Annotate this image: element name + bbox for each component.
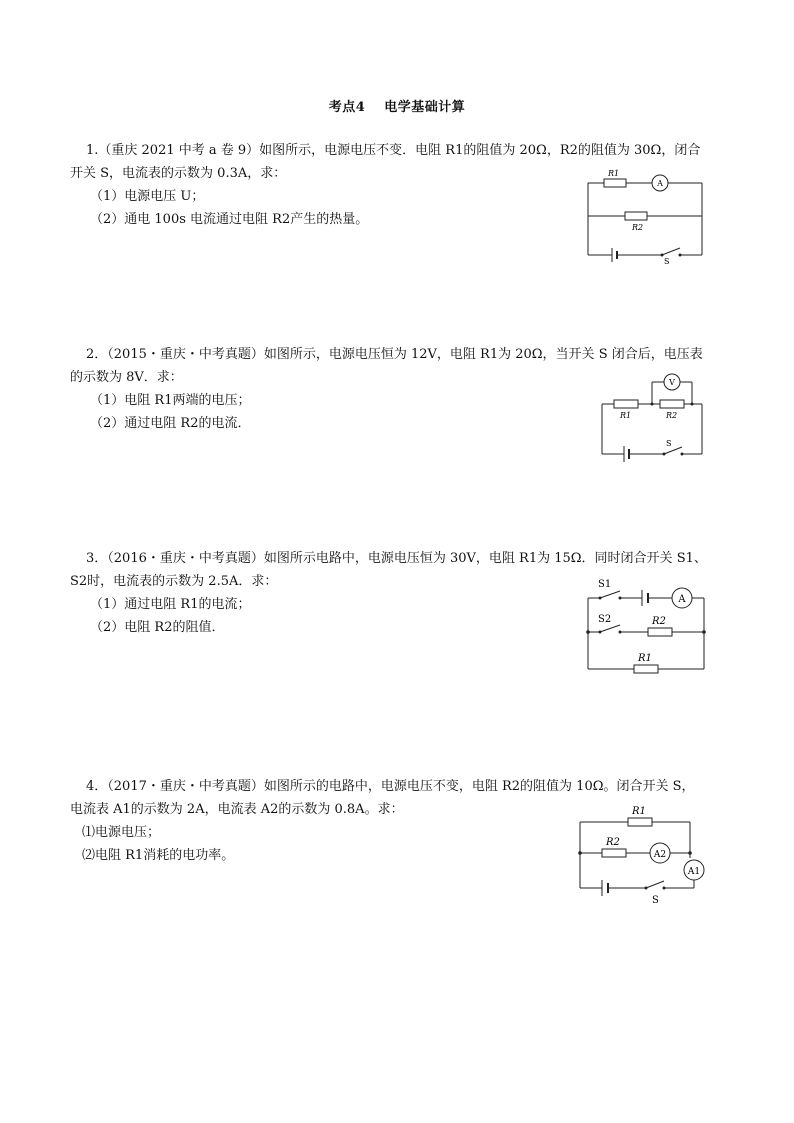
label-r2: R2 <box>652 616 666 627</box>
circuit-diagram-3 <box>582 572 710 676</box>
label-r1: R1 <box>608 169 620 178</box>
label-switch: S <box>664 257 670 264</box>
problem-2-question-2: （2）通过电阻 R2的电流． <box>90 416 251 431</box>
switch-s <box>664 447 682 454</box>
resistor-r2 <box>625 212 647 220</box>
title-topic: 考点4 <box>328 100 366 115</box>
resistor-r1 <box>604 179 626 187</box>
label-a2: A2 <box>653 850 667 860</box>
switch-s <box>646 881 664 888</box>
label-s1: S1 <box>598 579 612 590</box>
switch-s <box>662 248 680 255</box>
circuit-diagram-2 <box>592 372 710 468</box>
page-title <box>0 96 794 115</box>
problem-4-question-2: ⑵电阻 R1消耗的电功率。 <box>82 848 235 863</box>
label-switch: S <box>652 895 659 906</box>
title-name: 电学基础计算 <box>384 100 466 115</box>
label-s2: S2 <box>598 614 612 625</box>
circuit-diagram-1 <box>580 168 710 264</box>
label-ammeter: A <box>678 594 686 605</box>
problem-3-question-1: （1）通过电阻 R1的电流； <box>90 597 251 612</box>
switch-s2 <box>600 625 620 632</box>
resistor-r2 <box>648 628 672 636</box>
label-ammeter: A <box>657 179 663 188</box>
resistor-r1 <box>628 818 652 826</box>
problem-2-question-1: （1）电阻 R1两端的电压； <box>90 393 251 408</box>
problem-1-question-2: （2）通电 100s 电流通过电阻 R2产生的热量。 <box>90 212 369 227</box>
label-r2: R2 <box>666 411 678 420</box>
problem-2-line-2: 的示数为 8V．求： <box>70 370 183 385</box>
problem-1-question-1: （1）电源电压 U； <box>90 189 205 204</box>
problem-1-line-2: 开关 S，电流表的示数为 0.3A，求： <box>70 166 287 181</box>
resistor-r1 <box>634 665 658 673</box>
label-r1: R1 <box>638 653 652 664</box>
resistor-r2 <box>602 849 626 857</box>
problem-4-line-2: 电流表 A1的示数为 2A，电流表 A2的示数为 0.8A。求： <box>70 802 404 817</box>
problem-4-question-1: ⑴电源电压； <box>82 825 161 840</box>
problem-3-line-1: 3．（2016・重庆・中考真题）如图所示电路中，电源电压恒为 30V，电阻 R1为 15Ω．同时闭合开关 S1、 <box>86 551 707 566</box>
label-r1: R1 <box>620 411 632 420</box>
label-a1: A1 <box>687 867 701 877</box>
switch-s1 <box>600 591 620 598</box>
problem-1-line-1: 1.（重庆 2021 中考 a 卷 9）如图所示，电源电压不变．电阻 R1的阻值为 20Ω，R2的阻值为 30Ω，闭合 <box>86 143 701 158</box>
label-voltmeter: V <box>669 378 675 387</box>
resistor-r2 <box>660 400 684 408</box>
label-switch: S <box>666 439 672 448</box>
circuit-diagram-4 <box>572 800 712 908</box>
problem-4-line-1: 4．（2017・重庆・中考真题）如图所示的电路中，电源电压不变，电阻 R2的阻值为 10Ω。闭合开关 S， <box>86 779 695 794</box>
problem-3-question-2: （2）电阻 R2的阻值． <box>90 620 225 635</box>
problem-2-line-1: 2．（2015・重庆・中考真题）如图所示，电源电压恒为 12V，电阻 R1为 20Ω，当开关 S 闭合后，电压表 <box>86 347 703 362</box>
label-r1: R1 <box>632 806 646 817</box>
problem-3-line-2: S2时，电流表的示数为 2.5A．求： <box>70 574 278 589</box>
label-r2: R2 <box>632 223 644 232</box>
resistor-r1 <box>614 400 638 408</box>
label-r2: R2 <box>606 837 620 848</box>
